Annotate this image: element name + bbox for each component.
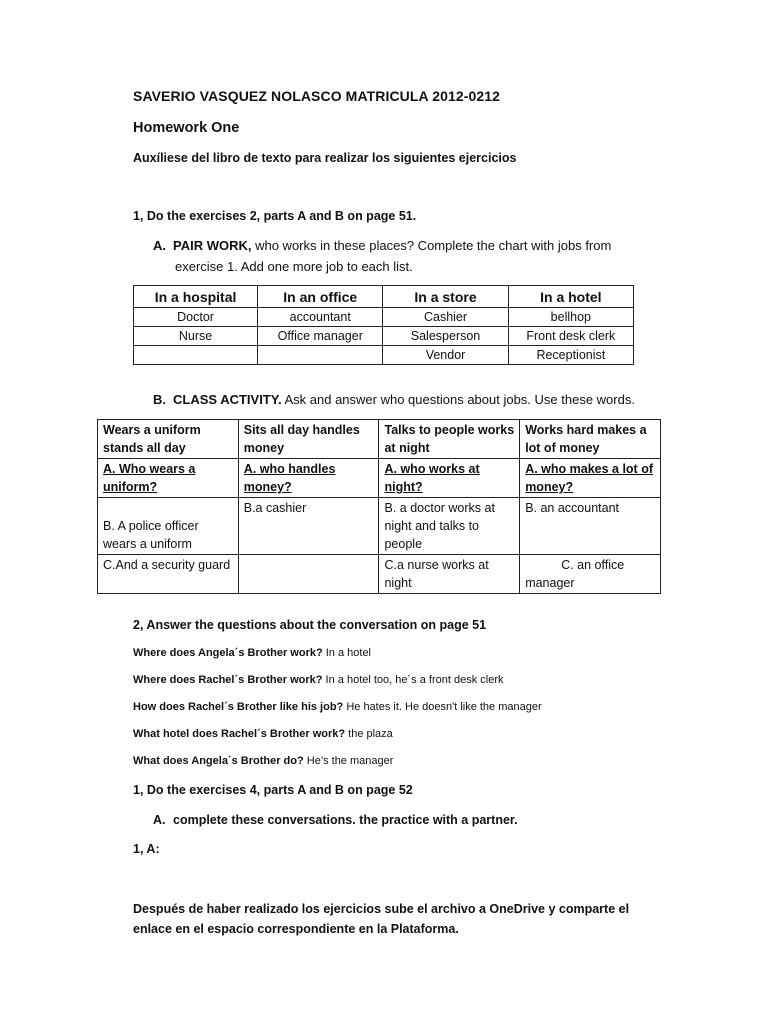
answer-text: He hates it. He doesn't like the manager [343,701,542,713]
table-row [98,555,661,594]
table-cell: accountant [258,308,383,327]
section3-heading: 1, Do the exercises 4, parts A and B on page 52 [133,783,413,797]
document-title: SAVERIO VASQUEZ NOLASCO MATRICULA 2012-0212 [133,88,501,104]
question-text: What does Angela´s Brother do? [133,755,304,767]
col-header: In a hospital [134,286,258,308]
question-text: What hotel does Rachel´s Brother work? [133,728,346,740]
part-a-bold: PAIR WORK, [173,238,252,253]
col-header: In a hotel [508,286,633,308]
answer-text: the plaza [345,728,393,740]
question-text: How does Rachel´s Brother like his job? [133,701,344,713]
answer-text: He’s the manager [303,755,394,767]
col-header: Wears a uniform stands all day [98,420,239,459]
part-a-instruction [153,235,633,277]
table-cell: Receptionist [508,346,633,365]
footer-instruction [133,899,629,939]
table-row [134,308,634,327]
footer-line: enlace en el espacio correspondiente en la Plataforma. [133,922,459,936]
part-a-letter: A. [153,238,166,253]
part-b-letter: B. [153,392,166,407]
answer-cell: B. A police officer wears a uniform [98,498,239,555]
part-b-text: Ask and answer who questions about jobs. Use these words. [281,392,635,407]
col-header: In an office [258,286,383,308]
table-header-row [98,420,661,459]
table-row [98,459,661,498]
question-text: Where does Angela´s Brother work? [133,647,323,659]
table-cell: Office manager [258,327,383,346]
answer-cell: C.a nurse works at night [379,555,520,594]
table-cell: Cashier [383,308,508,327]
exercise-label: 1, A: [133,842,160,856]
part-b-bold: CLASS ACTIVITY. [173,392,282,407]
part-a-text2: exercise 1. Add one more job to each list. [175,259,413,274]
table-row [134,327,634,346]
jobs-by-place-table [133,285,634,365]
homework-subtitle: Homework One [133,120,240,136]
table-row [134,346,634,365]
table-cell [258,346,383,365]
footer-line: Después de haber realizado los ejercicios sube el archivo a OneDrive y comparte el [133,902,630,916]
table-header-row [134,286,634,308]
answer-cell: B. an accountant [520,498,661,555]
table-cell [134,346,258,365]
table-cell: Vendor [383,346,508,365]
part-b-instruction [153,389,635,410]
answer-text: In a hotel [322,647,372,659]
col-header: Sits all day handles money [238,420,379,459]
answer-text: In a hotel too, he´s a front desk clerk [322,674,504,686]
question-cell: A. who works at night? [379,459,520,498]
part-a-instruction-2 [153,813,518,827]
answer-cell: B. a doctor works at night and talks to people [379,498,520,555]
class-activity-table [97,419,661,594]
table-cell: Nurse [134,327,258,346]
answer-cell: B.a cashier [238,498,379,555]
part-a-text1: who works in these places? Complete the chart with jobs from [251,238,612,253]
answer-cell: C.And a security guard [98,555,239,594]
qa-item [133,701,542,713]
table-row [98,498,661,555]
qa-item [133,674,503,686]
question-cell: A. Who wears a uniform? [98,459,239,498]
answer-text: C. an office manager [525,558,625,590]
question-text: Where does Rachel´s Brother work? [133,674,323,686]
qa-item [133,728,393,740]
question-cell: A. who handles money? [238,459,379,498]
part-a-letter: A. [153,813,166,827]
answer-cell [520,555,661,594]
table-cell: bellhop [508,308,633,327]
question-cell: A. who makes a lot of money? [520,459,661,498]
col-header: In a store [383,286,508,308]
instruction-text: Auxíliese del libro de texto para realizar los siguientes ejercicios [133,151,517,165]
section2-heading: 2, Answer the questions about the conversation on page 51 [133,618,487,632]
qa-item [133,647,371,659]
col-header: Talks to people works at night [379,420,520,459]
col-header: Works hard makes a lot of money [520,420,661,459]
answer-cell [238,555,379,594]
part-a-text: complete these conversations. the practice with a partner. [173,813,518,827]
table-cell: Doctor [134,308,258,327]
table-cell: Salesperson [383,327,508,346]
table-cell: Front desk clerk [508,327,633,346]
section1-heading: 1, Do the exercises 2, parts A and B on page 51. [133,209,417,223]
qa-item [133,755,393,767]
